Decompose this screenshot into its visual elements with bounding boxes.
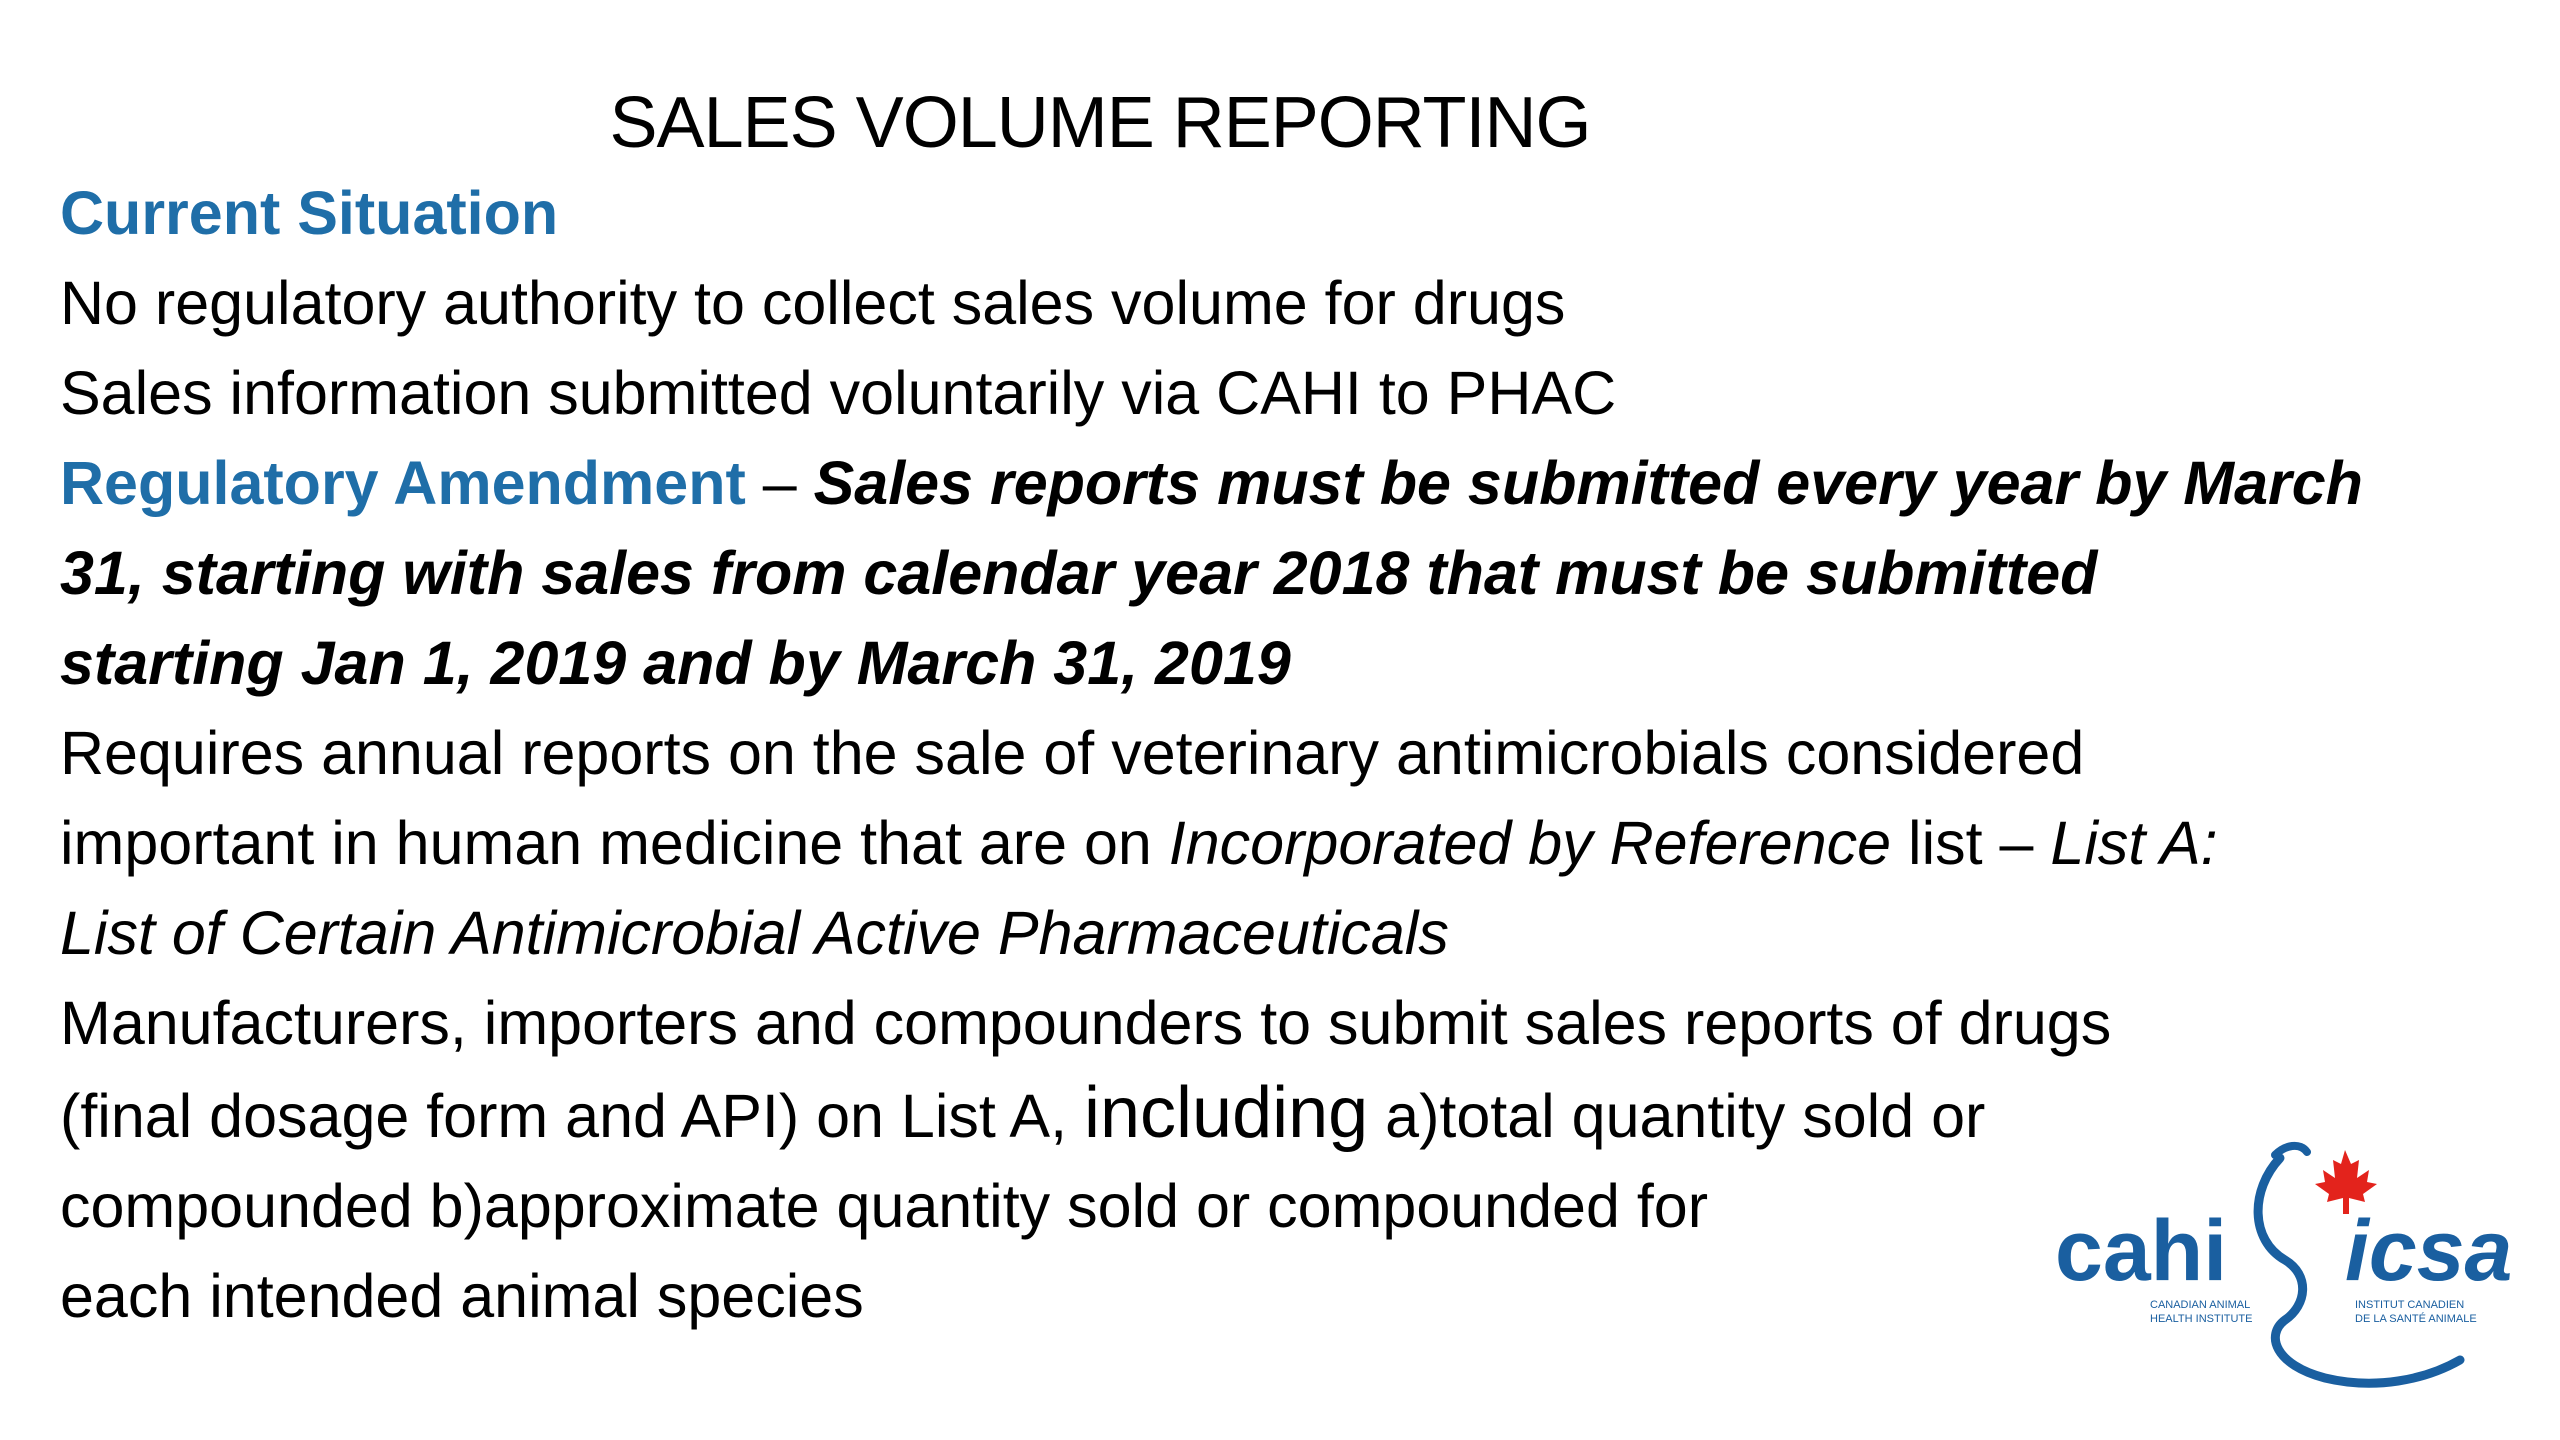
manufacturers-line-1: Manufacturers, importers and compounders to submit sales reports of drugs — [60, 989, 2112, 1057]
requires-line-3: List of Certain Antimicrobial Active Pharmaceuticals — [60, 899, 1449, 967]
logo-right-caption-1: INSTITUT CANADIEN — [2355, 1299, 2465, 1311]
logo-right-word: icsa — [2345, 1203, 2513, 1299]
manufacturers-line-4: each intended animal species — [60, 1262, 864, 1330]
requires-line-1: Requires annual reports on the sale of veterinary antimicrobials considered — [60, 719, 2085, 787]
requires-text-c: list – — [1891, 809, 2051, 877]
list-a-label: List A: — [2050, 809, 2218, 877]
amendment-line-3: starting Jan 1, 2019 and by March 31, 2019 — [60, 629, 1291, 697]
manufacturers-text-a: (final dosage form and API) on List A, — [60, 1082, 1085, 1150]
logo-right-caption-2: DE LA SANTÉ ANIMALE — [2355, 1313, 2477, 1325]
current-situation-line-2: Sales information submitted voluntarily via CAHI to PHAC — [60, 359, 1617, 427]
current-situation-line-1: No regulatory authority to collect sales volume for drugs — [60, 269, 1566, 337]
amendment-heading: Regulatory Amendment — [60, 449, 746, 517]
amendment-line-2: 31, starting with sales from calendar year 2018 that must be submitted — [60, 539, 2098, 607]
slide-title: SALES VOLUME REPORTING — [609, 83, 1591, 163]
including-word: including — [1084, 1073, 1369, 1153]
cahi-icsa-logo — [2045, 1130, 2560, 1400]
incorporated-by-reference: Incorporated by Reference — [1168, 809, 1892, 877]
manufacturers-text-c: a)total quantity sold or — [1368, 1082, 1986, 1150]
logo-swoosh-tail — [2275, 1146, 2307, 1155]
logo-left-caption-1: CANADIAN ANIMAL — [2150, 1299, 2251, 1311]
logo-left-caption-2: HEALTH INSTITUTE — [2150, 1313, 2253, 1325]
requires-line-2 — [60, 798, 2510, 888]
amendment-dash: – — [745, 449, 814, 517]
requires-text-a: important in human medicine that are on — [60, 809, 1169, 877]
logo-left-word: cahi — [2055, 1203, 2228, 1299]
amendment-line-1 — [60, 438, 2510, 528]
amendment-text-1: Sales reports must be submitted every year by March — [813, 449, 2363, 517]
current-situation-heading: Current Situation — [60, 179, 559, 247]
manufacturers-line-3: compounded b)approximate quantity sold or compounded for — [60, 1172, 1709, 1240]
